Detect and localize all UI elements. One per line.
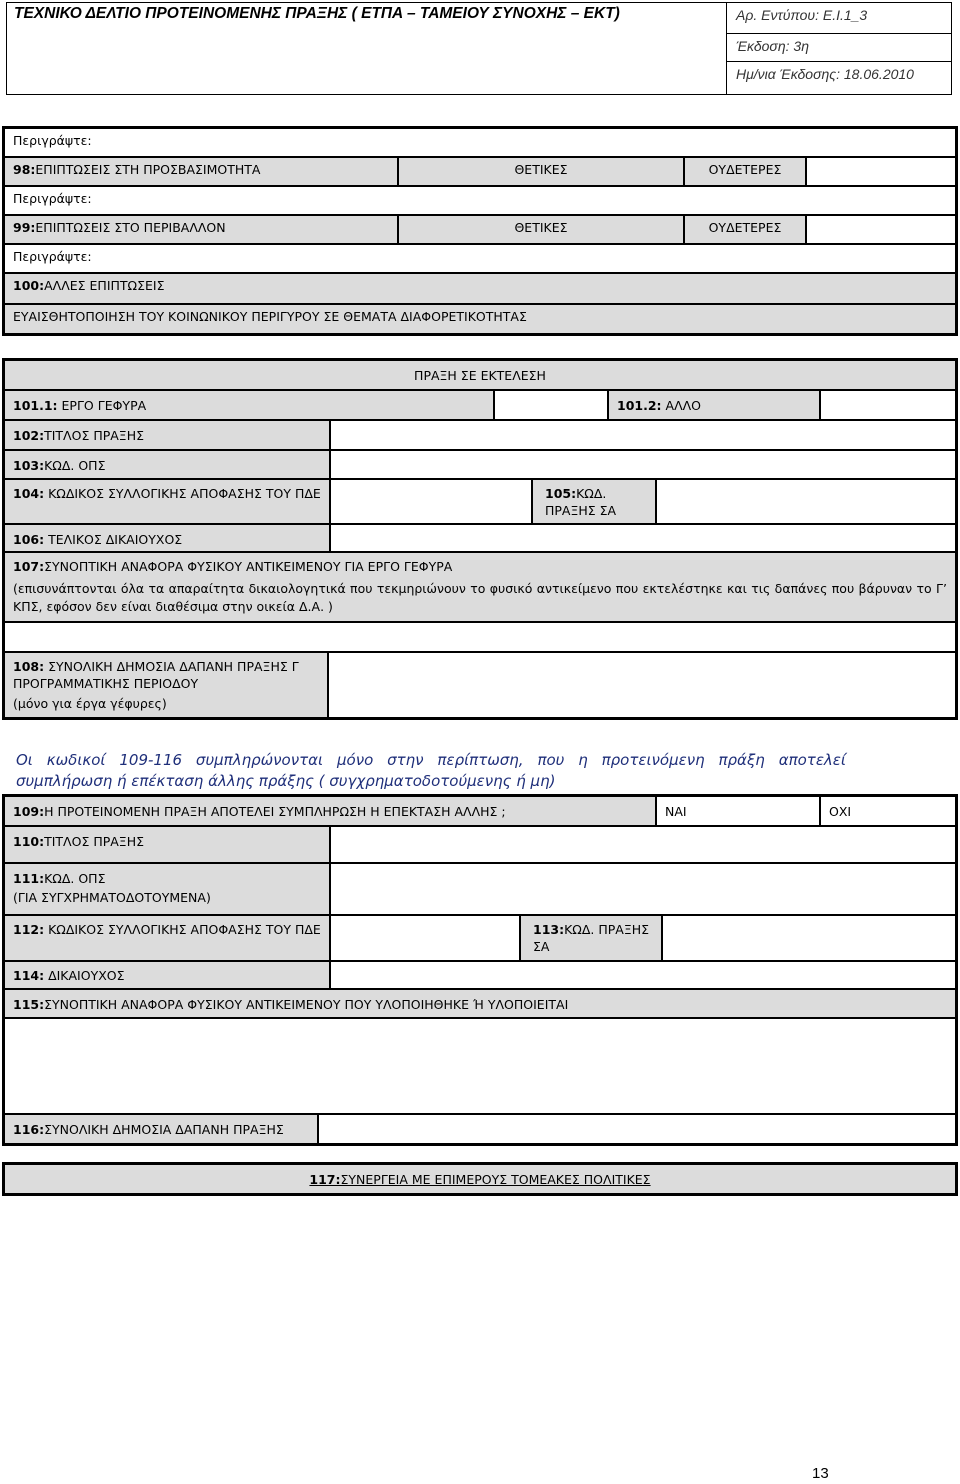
- row-111-input[interactable]: [330, 863, 956, 915]
- row-99-checkbox[interactable]: [806, 215, 956, 244]
- row-115-input[interactable]: [4, 1018, 956, 1114]
- row-117-label: 117:ΣΥΝΕΡΓΕΙΑ ΜΕ ΕΠΙΜΕΡΟΥΣ ΤΟΜΕΑΚΕΣ ΠΟΛΙΤΙΚΕΣ: [4, 1164, 956, 1194]
- row-107-input[interactable]: [4, 622, 956, 652]
- row-108-note: (μόνο για έργα γέφυρες): [13, 696, 167, 711]
- describe-label: Περιγράψτε:: [13, 133, 92, 148]
- row-108-input[interactable]: [328, 652, 956, 718]
- row-102-input[interactable]: [330, 420, 956, 450]
- edition: Έκδοση: 3η: [736, 38, 809, 54]
- describe-label: Περιγράψτε:: [13, 249, 92, 264]
- describe-field-99[interactable]: [4, 244, 956, 273]
- row-109-yes[interactable]: ΝΑΙ: [656, 796, 820, 826]
- describe-field-98[interactable]: [4, 186, 956, 215]
- row-99-positive[interactable]: ΘΕΤΙΚΕΣ: [398, 215, 684, 244]
- row-112-input[interactable]: [330, 915, 520, 961]
- row-115-label: 115:ΣΥΝΟΠΤΙΚΗ ΑΝΑΦΟΡΑ ΦΥΣΙΚΟΥ ΑΝΤΙΚΕΙΜΕΝΟΥ ΠΟΥ ΥΛΟΠΟΙΗΘΗΚΕ Ή ΥΛΟΠΟΙΕΙΤΑΙ: [4, 989, 956, 1018]
- row-106-input[interactable]: [330, 524, 956, 552]
- completion-note: Οι κωδικοί 109-116 συμπληρώνονται μόνο στην περίπτωση, που η προτεινόμενη πράξη αποτελεί συμπλήρωση ή επέκταση άλλης πράξης ( συγχρηματοδοτούμενης ή μη): [16, 751, 846, 790]
- row-114-input[interactable]: [330, 961, 956, 989]
- row-109-label: 109:Η ΠΡΟΤΕΙΝΟΜΕΝΗ ΠΡΑΞΗ ΑΠΟΤΕΛΕΙ ΣΥΜΠΛΗΡΩΣΗ Η ΕΠΕΚΤΑΣΗ ΑΛΛΗΣ ;: [4, 796, 656, 826]
- header-hline-2: [726, 61, 952, 62]
- row-107-label: 107:ΣΥΝΟΠΤΙΚΗ ΑΝΑΦΟΡΑ ΦΥΣΙΚΟΥ ΑΝΤΙΚΕΙΜΕΝΟΥ ΓΙΑ ΕΡΓΟ ΓΕΦΥΡΑ (επισυνάπτονται όλα τα απαραίτητα δικαιολογητικά που τεκμηριώνουν το φυσικό αντικείμενο που εκτελέστηκε και τις δαπάνες που βάρυναν το Γ’ ΚΠΣ, εφόσον δεν είναι διαθέσιμα στην οικεία Δ.Α. ): [4, 552, 956, 622]
- row-107-note: (επισυνάπτονται όλα τα απαραίτητα δικαιολογητικά που τεκμηριώνουν το φυσικό αντικείμενο που εκτελέστηκε και τις δαπάνες που βάρυναν το Γ’ ΚΠΣ, εφόσον δεν είναι διαθέσιμα στην οικεία Δ.Α. ): [13, 581, 947, 614]
- execution-title: ΠΡΑΞΗ ΣΕ ΕΚΤΕΛΕΣΗ: [4, 360, 956, 390]
- form-number: Αρ. Εντύπου: Ε.Ι.1_3: [736, 7, 868, 23]
- row-110-input[interactable]: [330, 826, 956, 863]
- row-108-label: 108: ΣΥΝΟΛΙΚΗ ΔΗΜΟΣΙΑ ΔΑΠΑΝΗ ΠΡΑΞΗΣ Γ ΠΡΟΓΡΑΜΜΑΤΙΚΗΣ ΠΕΡΙΟΔΟΥ (μόνο για έργα γέφυρες): [4, 652, 328, 718]
- row-106-label: 106: ΤΕΛΙΚΟΣ ΔΙΚΑΙΟΥΧΟΣ: [4, 524, 330, 552]
- row-111-sub: (ΓΙΑ ΣΥΓΧΡΗΜΑΤΟΔΟΤΟΥΜΕΝΑ): [13, 890, 211, 905]
- awareness-row: ΕΥΑΙΣΘΗΤΟΠΟΙΗΣΗ ΤΟΥ ΚΟΙΝΩΝΙΚΟΥ ΠΕΡΙΓΥΡΟΥ ΣΕ ΘΕΜΑΤΑ ΔΙΑΦΟΡΕΤΙΚΟΤΗΤΑΣ: [4, 304, 956, 334]
- row-100-label: 100:ΑΛΛΕΣ ΕΠΙΠΤΩΣΕΙΣ: [4, 273, 956, 304]
- row-114-label: 114: ΔΙΚΑΙΟΥΧΟΣ: [4, 961, 330, 989]
- row-102-label: 102:ΤΙΤΛΟΣ ΠΡΑΞΗΣ: [4, 420, 330, 450]
- header-hline-1: [726, 33, 952, 34]
- row-99-label: 99:ΕΠΙΠΤΩΣΕΙΣ ΣΤΟ ΠΕΡΙΒΑΛΛΟΝ: [4, 215, 398, 244]
- row-101-2-label: 101.2: ΑΛΛΟ: [608, 390, 820, 420]
- row-105-label: 105:ΚΩΔ. ΠΡΑΞΗΣ ΣΑ: [532, 479, 656, 524]
- row-112-label: 112: ΚΩΔΙΚΟΣ ΣΥΛΛΟΓΙΚΗΣ ΑΠΟΦΑΣΗΣ ΤΟΥ ΠΔΕ: [4, 915, 330, 961]
- document-title: ΤΕΧΝΙΚΟ ΔΕΛΤΙΟ ΠΡΟΤΕΙΝΟΜΕΝΗΣ ΠΡΑΞΗΣ ( ΕΤΠΑ – ΤΑΜΕΙΟΥ ΣΥΝΟΧΗΣ – ΕΚΤ): [14, 5, 620, 22]
- row-116-label: 116:ΣΥΝΟΛΙΚΗ ΔΗΜΟΣΙΑ ΔΑΠΑΝΗ ΠΡΑΞΗΣ: [4, 1114, 318, 1144]
- row-105-input[interactable]: [656, 479, 956, 524]
- row-104-label: 104: ΚΩΔΙΚΟΣ ΣΥΛΛΟΓΙΚΗΣ ΑΠΟΦΑΣΗΣ ΤΟΥ ΠΔΕ: [4, 479, 330, 524]
- row-111-label: 111:ΚΩΔ. ΟΠΣ (ΓΙΑ ΣΥΓΧΡΗΜΑΤΟΔΟΤΟΥΜΕΝΑ): [4, 863, 330, 915]
- header-divider: [726, 2, 727, 95]
- edition-date: Ημ/νια Έκδοσης: 18.06.2010: [736, 66, 914, 82]
- page-number: 13: [812, 1465, 829, 1482]
- row-101-2-checkbox[interactable]: [820, 390, 956, 420]
- row-98-neutral[interactable]: ΟΥΔΕΤΕΡΕΣ: [684, 157, 806, 186]
- row-98-positive[interactable]: ΘΕΤΙΚΕΣ: [398, 157, 684, 186]
- row-101-1-label: 101.1: ΕΡΓΟ ΓΕΦΥΡΑ: [4, 390, 494, 420]
- row-116-input[interactable]: [318, 1114, 956, 1144]
- row-103-label: 103:ΚΩΔ. ΟΠΣ: [4, 450, 330, 479]
- row-98-label: 98:ΕΠΙΠΤΩΣΕΙΣ ΣΤΗ ΠΡΟΣΒΑΣΙΜΟΤΗΤΑ: [4, 157, 398, 186]
- row-104-input[interactable]: [330, 479, 532, 524]
- describe-label: Περιγράψτε:: [13, 191, 92, 206]
- row-98-checkbox[interactable]: [806, 157, 956, 186]
- row-109-no[interactable]: ΟΧΙ: [820, 796, 956, 826]
- row-110-label: 110:ΤΙΤΛΟΣ ΠΡΑΞΗΣ: [4, 826, 330, 863]
- row-101-1-checkbox[interactable]: [494, 390, 608, 420]
- row-99-neutral[interactable]: ΟΥΔΕΤΕΡΕΣ: [684, 215, 806, 244]
- row-103-input[interactable]: [330, 450, 956, 479]
- describe-field-top[interactable]: [4, 128, 956, 157]
- row-113-label: 113:ΚΩΔ. ΠΡΑΞΗΣ ΣΑ: [520, 915, 662, 961]
- row-113-input[interactable]: [662, 915, 956, 961]
